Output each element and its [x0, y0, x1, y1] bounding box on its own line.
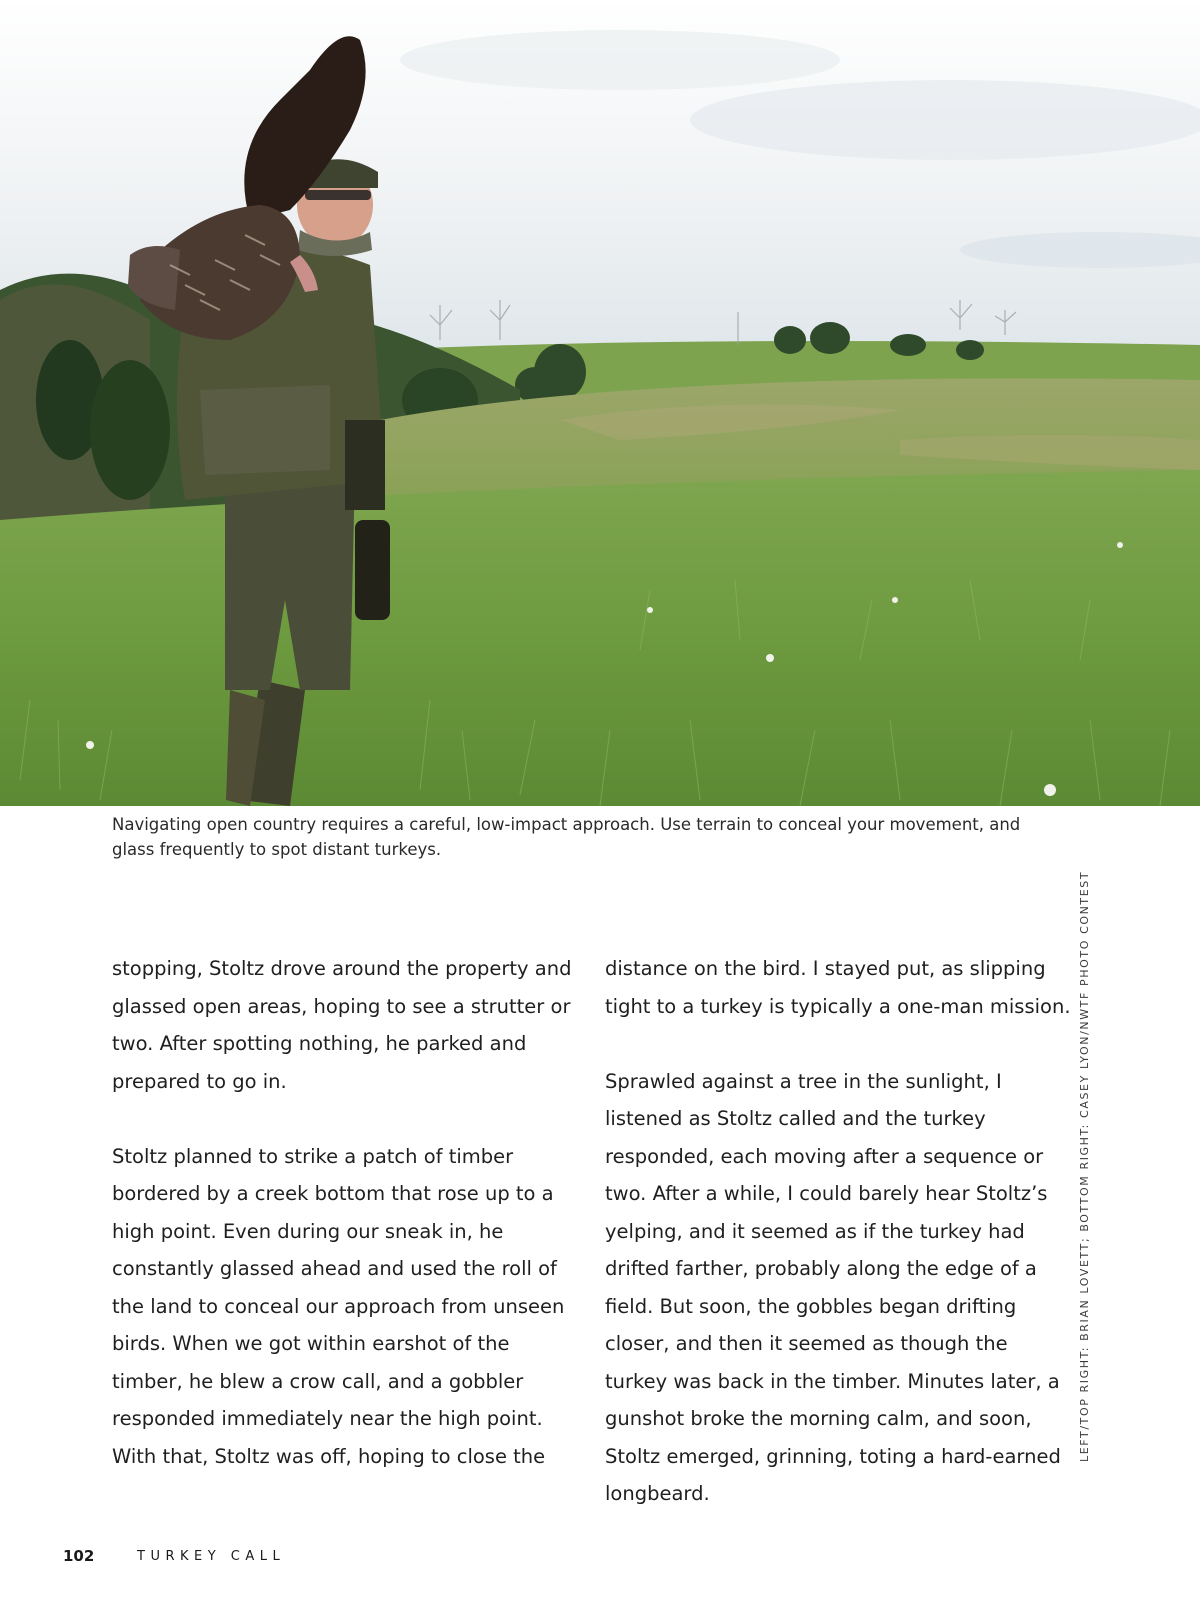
article-column-right [605, 950, 1075, 1513]
paragraph: Sprawled against a tree in the sunlight, I listened as Stoltz called and the turkey responded, each moving after a sequence or two. After a while, I could barely hear Stoltz’s yelping, and it seemed as if the turkey had drifted farther, probably along the edge of a field. But soon, the gobbles began drifting closer, and then it seemed as though the turkey was back in the timber. Minutes later, a gunshot broke the morning calm, and soon, Stoltz emerged, grinning, toting a hard-earned longbeard. [605, 1069, 1061, 1505]
page-number: 102 [63, 1547, 95, 1565]
photo-caption: Navigating open country requires a careful, low-impact approach. Use terrain to conceal your movement, and glass frequently to spot distant turkeys. [112, 815, 1021, 859]
paragraph: Stoltz planned to strike a patch of timber bordered by a creek bottom that rose up to a high point. Even during our sneak in, he constantly glassed ahead and used the roll of the land to conceal our approach from unseen birds. When we got within earshot of the timber, he blew a crow call, and a gobbler responded immediately near the high point. With that, Stoltz was off, hoping to close the [112, 1144, 565, 1468]
photo-credit: LEFT/TOP RIGHT: BRIAN LOVETT; BOTTOM RIGHT: CASEY LYON/NWTF PHOTO CONTEST [1078, 870, 1091, 1462]
hero-photo [0, 0, 1200, 806]
article-column-left [112, 950, 582, 1475]
grass-field [0, 470, 1200, 806]
paragraph: stopping, Stoltz drove around the property and glassed open areas, hoping to see a strutter or two. After spotting nothing, he parked and prepared to go in. [112, 957, 572, 1093]
paragraph: distance on the bird. I stayed put, as slipping tight to a turkey is typically a one-man mission. [605, 957, 1071, 1018]
magazine-name: TURKEY CALL [137, 1549, 286, 1564]
